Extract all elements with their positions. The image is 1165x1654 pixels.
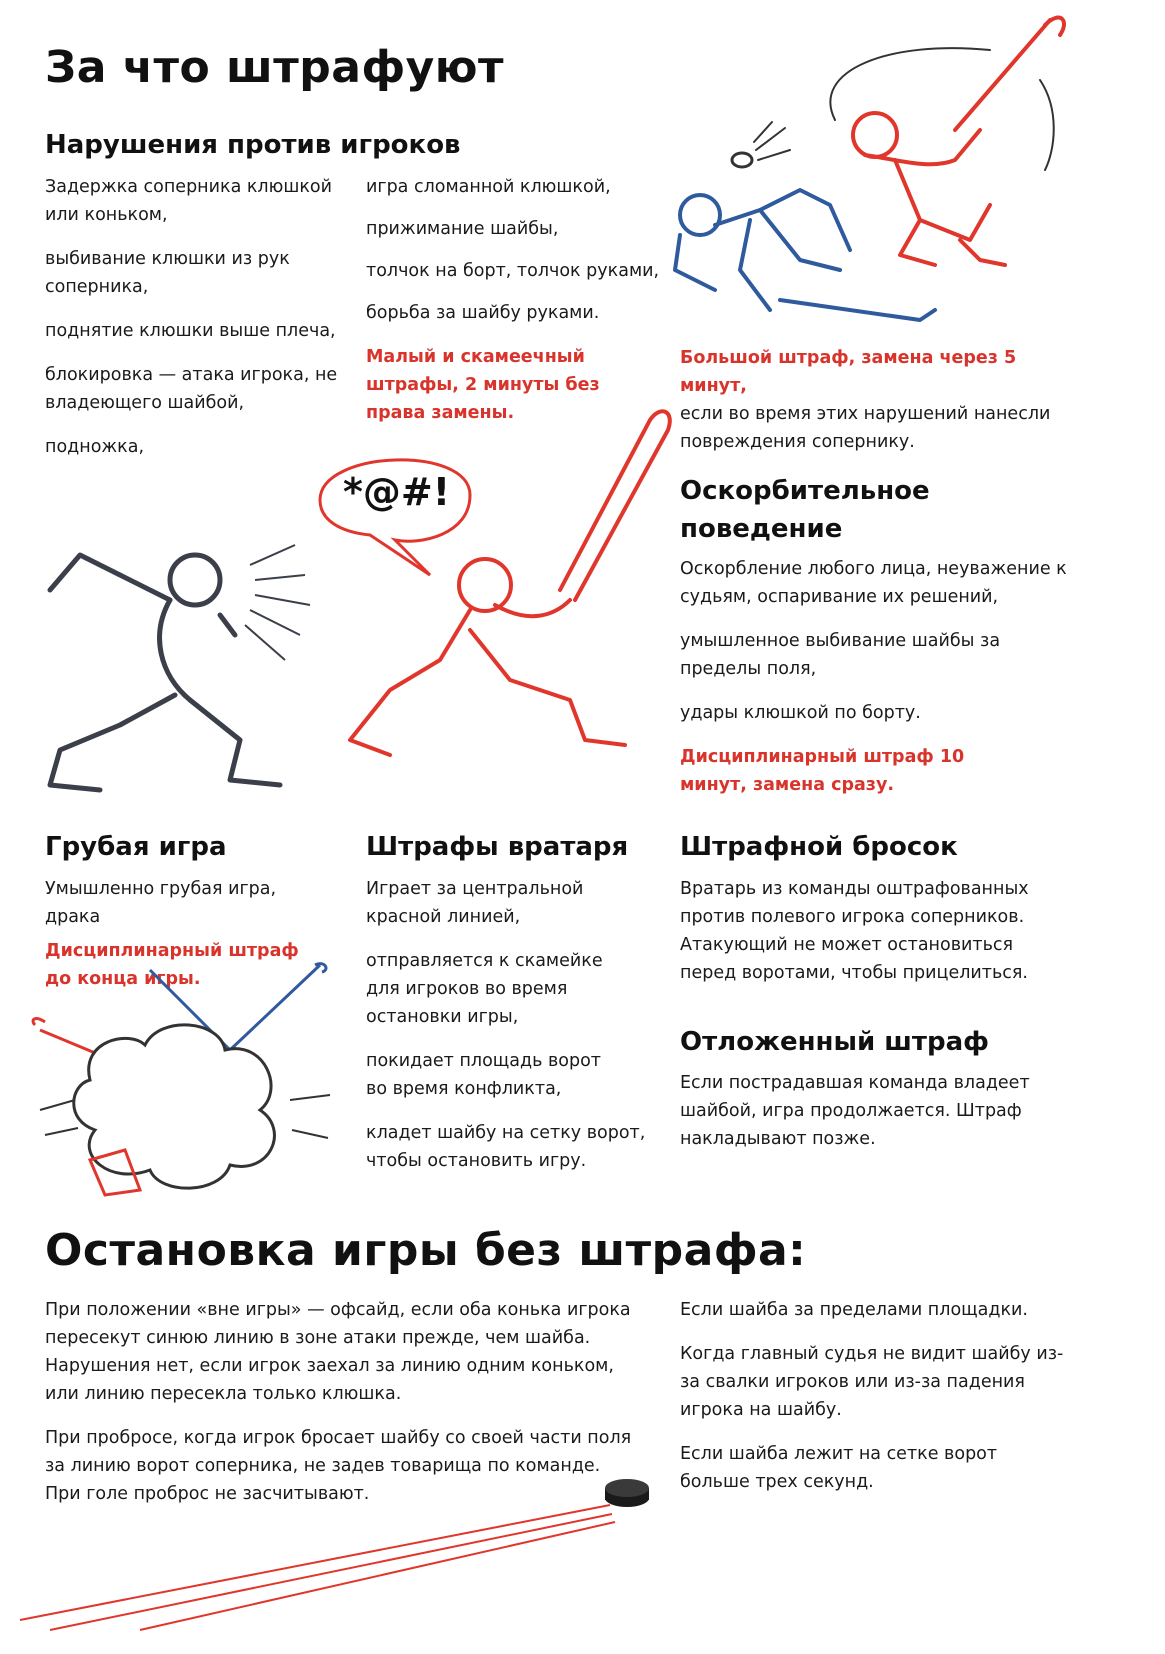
list-item: Если шайба лежит на сетке ворот больше трех секунд. [680,1444,998,1492]
speed-lines [754,122,790,160]
fight-cloud-illustration [30,960,340,1210]
rough-play-text: Умышленно грубая игра, драка [45,879,277,927]
blue-player-figure [675,190,935,320]
penalty-shot-text: Вратарь из команды оштрафованных против полевого игрока соперников. Атакующий не может остановиться перед воротами, чтобы прицелиться. [680,879,1029,983]
motion-arc [1040,80,1054,170]
insulting-penalty-note: Дисциплинарный штраф 10 минут, замена сразу. [680,747,965,795]
puck-icon [605,1479,649,1507]
list-item: При положении «вне игры» — офсайд, если оба конька игрока пересекут синюю линию в зоне атаки прежде, чем шайба. Нарушения нет, если игрок заехал за линию одним коньком, или линию пересекла только клюшка. [45,1300,631,1404]
major-penalty-block [680,344,1080,456]
delayed-text: Если пострадавшая команда владеет шайбой, игра продолжается. Штраф накладывают позже. [680,1073,1030,1149]
major-penalty-text: если во время этих нарушений нанесли повреждения сопернику. [680,404,1051,452]
page-title: За что штрафуют [45,42,505,93]
list-item: прижимание шайбы, [366,219,559,239]
list-item: кладет шайбу на сетку ворот, чтобы остановить игру. [366,1123,646,1171]
list-item: Задержка соперника клюшкой или коньком, [45,177,333,225]
speech-bubble-text: *@#! [343,470,451,514]
list-item: Если шайба за пределами площадки. [680,1300,1028,1320]
section-heading-delayed: Отложенный штраф [680,1027,989,1057]
list-item: блокировка — атака игрока, не владеющего шайбой, [45,365,338,413]
gray-player-illustration [40,525,340,795]
insulting-list [680,555,1070,815]
list-item: толчок на борт, толчок руками, [366,261,660,281]
rough-play-penalty-note: Дисциплинарный штраф до конца игры. [45,941,299,989]
list-item: борьба за шайбу руками. [366,303,600,323]
list-item: Оскорбление любого лица, неуважение к судьям, оспаривание их решений, [680,559,1067,607]
puck-trail-illustration [20,1470,660,1630]
puck-icon [732,153,752,167]
list-item: Когда главный судья не видит шайбу из-за свалки игроков или из-за падения игрока на шайбу. [680,1344,1064,1420]
goalie-list [366,875,646,1191]
major-penalty-label: Большой штраф, замена через 5 минут, [680,348,1017,396]
red-player-figure [853,18,1064,265]
red-player-stick-illustration [330,400,680,800]
minor-penalty-note: Малый и скамеечный штрафы, 2 минуты без права замены. [366,347,600,423]
trail-lines [20,1505,615,1630]
list-item: удары клюшкой по борту. [680,703,921,723]
section-heading-penalty-shot: Штрафной бросок [680,832,958,862]
list-item: отправляется к скамейке для игроков во время остановки игры, [366,951,603,1027]
motion-arc [830,48,990,120]
list-item: покидает площадь ворот во время конфликта, [366,1051,601,1099]
stoppage-right [680,1296,1070,1512]
list-item: умышленное выбивание шайбы за пределы поля, [680,631,1001,679]
dust-cloud [74,1025,275,1188]
stoppage-title: Остановка игры без штрафа: [45,1225,807,1276]
list-item: При пробросе, когда игрок бросает шайбу со своей части поля за линию ворот соперника, не задев товарища по команде. При голе проброс не засчитывают. [45,1428,632,1504]
list-item: игра сломанной клюшкой, [366,177,611,197]
impact-lines [245,545,310,660]
section-heading-insulting: Оскорбительное поведение [680,476,930,544]
section-heading-against-players: Нарушения против игроков [45,130,461,160]
list-item: выбивание клюшки из рук соперника, [45,249,290,297]
list-item: подножка, [45,437,145,457]
list-item: поднятие клюшки выше плеча, [45,321,336,341]
list-item: Играет за центральной красной линией, [366,879,584,927]
section-heading-rough-play: Грубая игра [45,832,227,862]
section-heading-goalie: Штрафы вратаря [366,832,629,862]
red-stick [33,1019,100,1055]
against-players-col1 [45,173,345,477]
check-illustration [660,10,1080,340]
